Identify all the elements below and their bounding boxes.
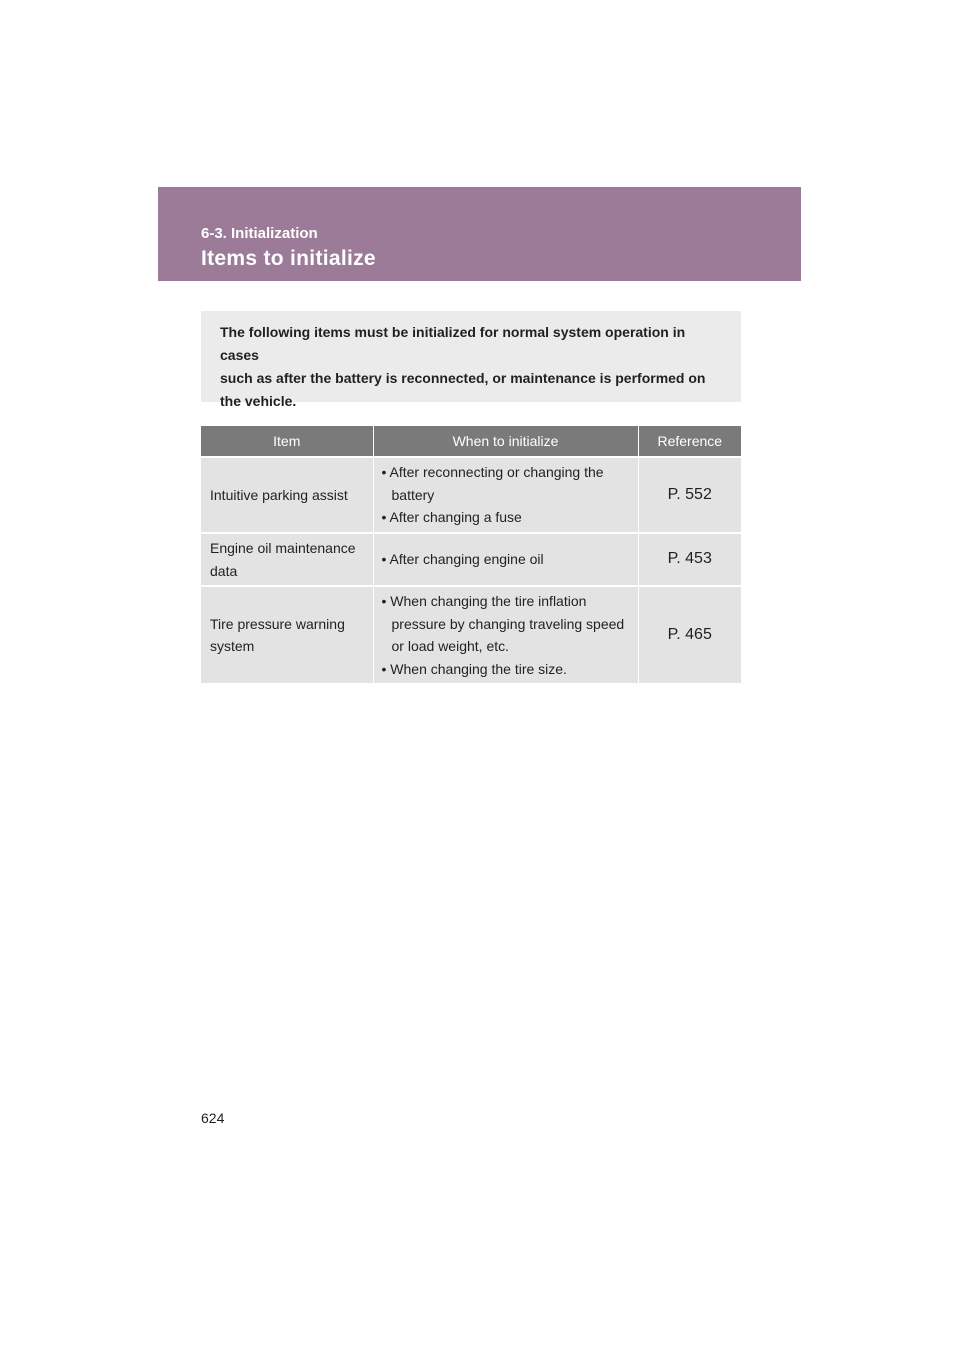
section-label: 6-3. Initialization [201,225,318,242]
reference-cell: P. 453 [638,533,741,586]
item-cell: Tire pressure warning system [201,586,373,683]
intro-text [220,321,723,413]
table-row [201,533,741,586]
table-row [201,457,741,533]
page-title: Items to initialize [201,247,376,270]
page-number: 624 [201,1110,225,1126]
item-cell: Engine oil maintenance data [201,533,373,586]
intro-line: such as after the battery is reconnected, or maintenance is performed on [220,370,706,386]
reference-cell: P. 552 [638,457,741,533]
intro-line: the vehicle. [220,393,297,409]
item-cell: Intuitive parking assist [201,457,373,533]
section-header-band [158,187,801,281]
column-header-item: Item [201,426,373,457]
when-cell [373,457,638,533]
when-bullet: • When changing the tire inflation pressure by changing traveling speed or load weight, etc. [381,593,625,654]
reference-cell: P. 465 [638,586,741,683]
intro-line: The following items must be initialized for normal system operation in cases [220,324,686,363]
when-cell [373,533,638,586]
table-header-row [201,426,741,457]
table-row [201,586,741,683]
when-bullet: • When changing the tire size. [381,660,567,677]
column-header-reference: Reference [638,426,741,457]
when-bullet: • After changing a fuse [381,509,522,526]
when-bullet: • After reconnecting or changing the battery [381,464,604,503]
when-bullet: • After changing engine oil [381,551,544,568]
column-header-when: When to initialize [373,426,638,457]
when-cell [373,586,638,683]
intro-box [201,311,741,409]
initialization-table [201,426,741,683]
